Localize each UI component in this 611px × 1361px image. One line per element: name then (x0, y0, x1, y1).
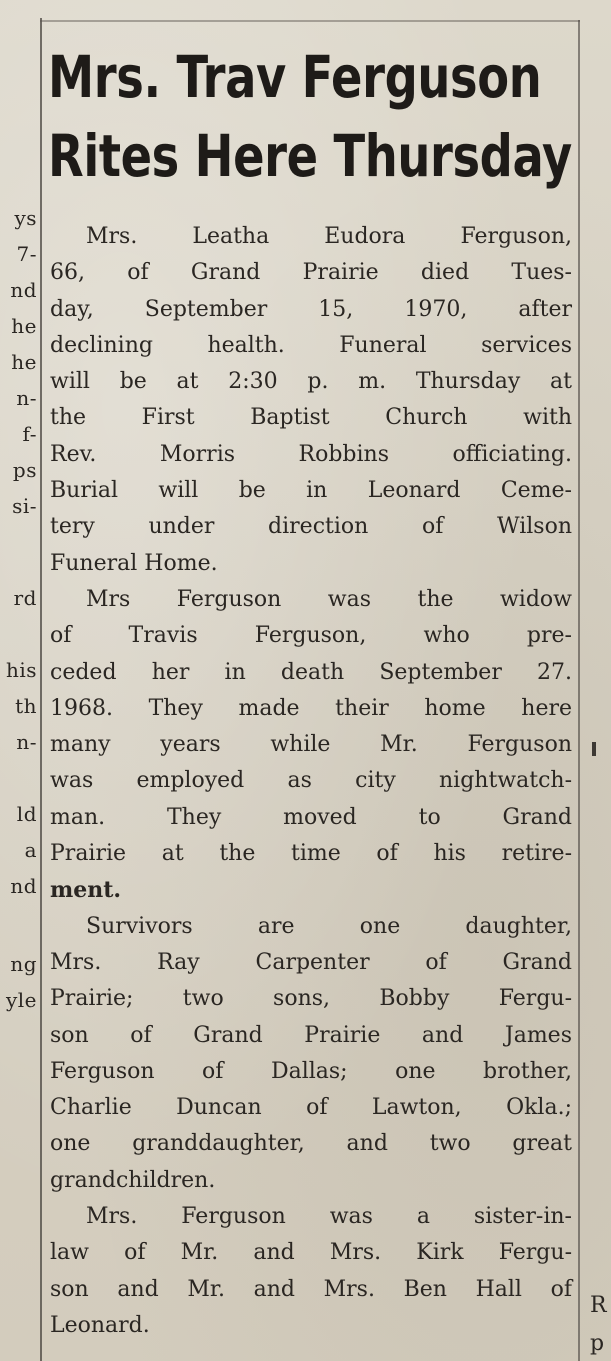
right-fragment: R (590, 1293, 607, 1318)
left-fragment: yle (5, 988, 37, 1012)
article-line: Mrs Ferguson was the widow (86, 586, 572, 612)
article-line: Prairie; two sons, Bobby Fergu- (50, 986, 572, 1012)
left-fragment: ps (12, 458, 37, 482)
article-headline (48, 38, 572, 196)
article-line: son of Grand Prairie and James (50, 1022, 572, 1048)
article-line: Leonard. (50, 1312, 150, 1338)
left-fragment: th (15, 694, 37, 718)
left-fragment: a (24, 838, 37, 862)
left-fragment: he (11, 350, 37, 374)
adjacent-column-fragment-right (580, 0, 611, 1361)
article-line: was employed as city nightwatch- (50, 768, 572, 794)
left-fragment: he (11, 314, 37, 338)
article-line: grandchildren. (50, 1167, 216, 1193)
left-fragment: n- (16, 730, 37, 754)
left-fragment: n- (16, 386, 37, 410)
left-fragment: his (5, 658, 37, 682)
article-line: Mrs. Leatha Eudora Ferguson, (86, 224, 572, 249)
article-line: will be at 2:30 p. m. Thursday at (50, 369, 572, 395)
article-line: Mrs. Ray Carpenter of Grand (50, 949, 572, 975)
ink-mark (592, 742, 596, 756)
article-line: Charlie Duncan of Lawton, Okla.; (50, 1095, 572, 1121)
headline-line-1: Mrs. Trav Ferguson (48, 43, 542, 111)
headline-line-2: Rites Here Thursday (48, 122, 572, 190)
article-line: Ferguson of Dallas; one brother, (50, 1058, 572, 1084)
article-line: man. They moved to Grand (50, 804, 572, 830)
article-line: 1968. They made their home here (50, 695, 572, 721)
article-line: Prairie at the time of his retire- (50, 841, 572, 867)
article-line: Rev. Morris Robbins officiating. (50, 441, 572, 467)
article-line: of Travis Ferguson, who pre- (50, 623, 572, 649)
article-line: one granddaughter, and two great (50, 1131, 572, 1157)
article-line: son and Mr. and Mrs. Ben Hall of (50, 1276, 572, 1302)
article-line: law of Mr. and Mrs. Kirk Fergu- (50, 1240, 572, 1266)
article-line: 66, of Grand Prairie died Tues- (50, 260, 572, 286)
article-line: Mrs. Ferguson was a sister-in- (86, 1204, 572, 1230)
left-fragment: 7- (16, 242, 37, 266)
article-line: Burial will be in Leonard Ceme- (50, 478, 572, 504)
article-line: many years while Mr. Ferguson (50, 732, 572, 758)
adjacent-column-fragment-left (0, 0, 40, 1361)
left-fragment: rd (13, 586, 37, 610)
right-fragment: p (590, 1331, 605, 1356)
column-rule-left (40, 18, 42, 1361)
left-fragment: nd (10, 874, 37, 898)
left-fragment: si- (12, 494, 37, 518)
article-body (50, 219, 572, 1344)
article-line: Survivors are one daughter, (86, 913, 572, 939)
column-rule-top (40, 20, 580, 22)
article-line: ceded her in death September 27. (50, 659, 572, 685)
left-fragment: nd (10, 278, 37, 302)
article-line: day, September 15, 1970, after (50, 296, 572, 322)
left-fragment: f- (22, 422, 37, 446)
left-fragment: ys (14, 206, 37, 230)
article-line: Funeral Home. (50, 550, 218, 576)
article-line: tery under direction of Wilson (50, 514, 572, 540)
article-line: the First Baptist Church with (50, 405, 572, 431)
article-line: declining health. Funeral services (50, 332, 572, 358)
left-fragment: ng (10, 952, 37, 976)
article-line: ment. (50, 877, 122, 904)
left-fragment: ld (16, 802, 37, 826)
